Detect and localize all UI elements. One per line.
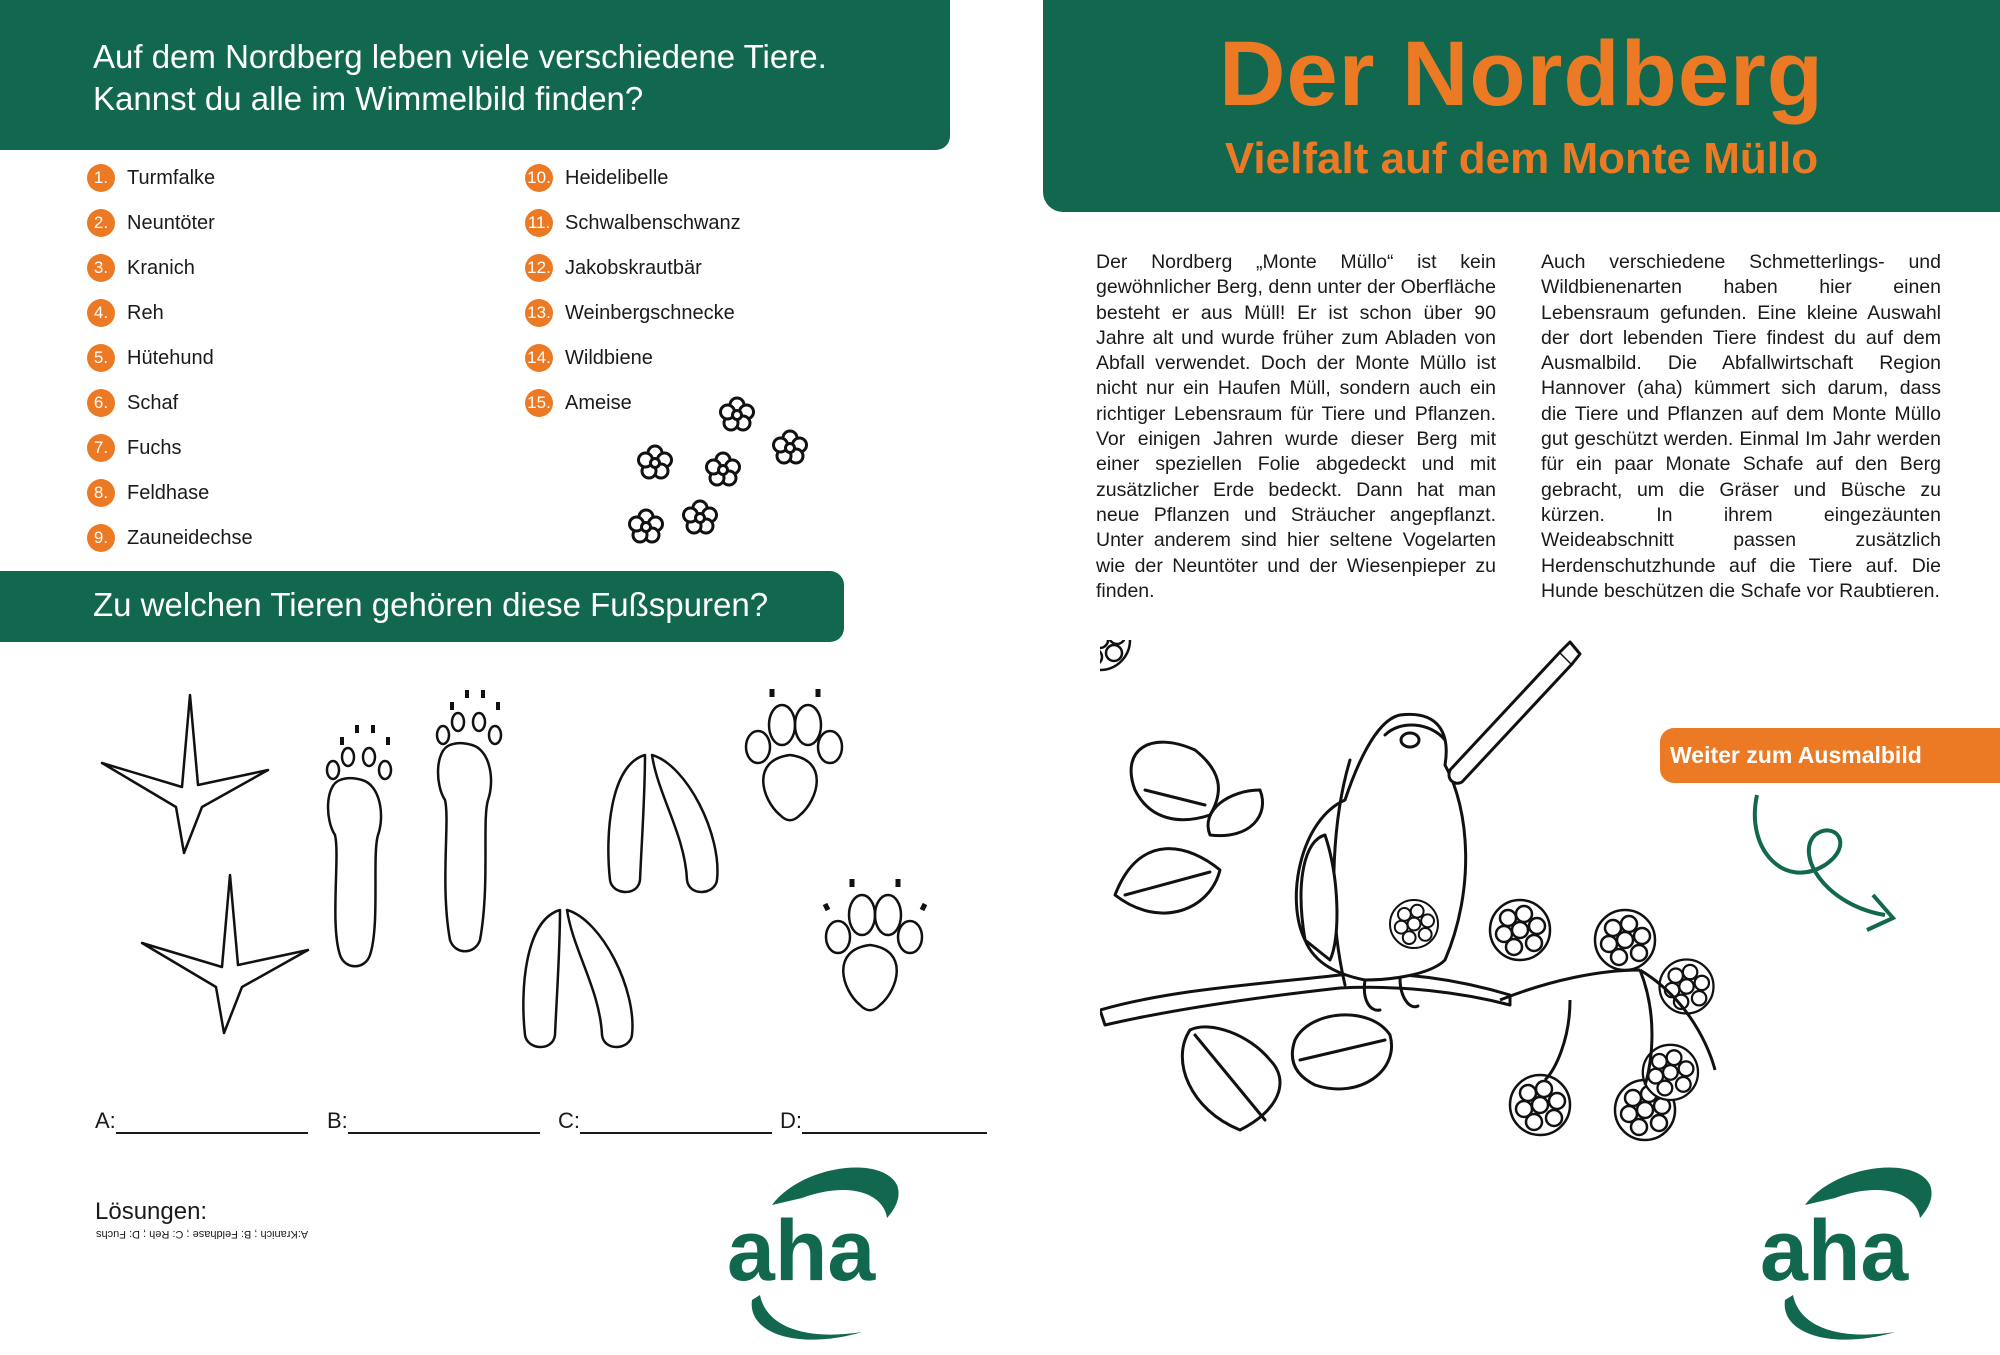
list-number: 13. [525,299,553,327]
list-label: Schaf [127,391,179,414]
list-label: Reh [127,301,164,324]
bird-coloring-illustration [1100,640,1760,1170]
list-label: Wildbiene [565,346,653,369]
answer-c-line[interactable] [580,1110,772,1134]
list-label: Schwalbenschwanz [565,211,741,234]
list-label: Kranich [127,256,195,279]
list-number: 3. [87,254,115,282]
aha-logo-swoosh-icon [712,1150,912,1350]
flower-cluster-illustration [615,385,835,555]
swirl-arrow-icon[interactable] [1745,790,1905,940]
answer-c-label: C: [558,1108,580,1133]
body-text-col1: Der Nordberg „Monte Müllo“ ist kein gewöhnlicher Berg, denn unter der Oberfläche besteht er aus Müll! Er ist schon über 90 Jahre alt und wurde früher zum Abladen von Abfall verwendet. Doch der Monte Müllo ist nicht nur ein Haufen Müll, sondern auch ein richtiger Lebensraum für Tiere und Pflanzen. Vor einigen Jahren wurde dieser Berg mit einer speziellen Folie abgedeckt und mit zusätzlicher Erde bedeckt. Dann hat man neue Pflanzen und Sträucher angepflanzt. Unter anderem sind hier seltene Vogelarten wie der Neuntöter und der Wiesenpieper zu finden. [1096,251,1496,602]
list-number: 1. [87,164,115,192]
list-item [87,253,195,283]
answer-b-line[interactable] [348,1110,540,1134]
list-number: 15. [525,389,553,417]
list-item [87,433,181,463]
aha-logo-right-text: aha [1760,1203,1909,1299]
list-label: Zauneidechse [127,526,253,549]
list-item [87,388,178,418]
next-coloring-page-button[interactable]: Weiter zum Ausmalbild [1660,728,2000,783]
list-label: Jakobskrautbär [565,256,702,279]
aha-logo-right-swoosh-icon [1745,1150,1945,1350]
list-number: 10. [525,164,553,192]
list-item [525,298,735,328]
list-label: Weinbergschnecke [565,301,735,324]
body-text-col2: Auch verschiedene Schmetterlings- und Wildbienenarten haben hier einen Lebensraum gefunden. Eine kleine Auswahl der dort lebenden Tiere findest du auf dem Ausmalbild. Die Abfallwirtschaft Region Hannover (aha) kümmert sich darum, dass die Tiere und Pflanzen auf dem Monte Müllo gut geschützt werden. Einmal Im Jahr werden für ein paar Monate Schafe auf den Berg gebracht, um die Gräser und Büsche zu kürzen. In ihrem eingezäunten Weideabschnitt passen zusätzlich Herdenschutzhunde auf die Tiere auf. Die Hunde beschützen die Schafe vor Raubtieren. [1541,251,1941,602]
solutions-heading: Lösungen: [95,1198,208,1225]
intro-line-1: Auf dem Nordberg leben viele verschiedene Tiere. [93,38,827,75]
answer-a-line[interactable] [116,1110,308,1134]
aha-logo-right [1745,1150,1945,1350]
aha-logo-text: aha [727,1203,876,1299]
list-number: 14. [525,344,553,372]
tracks-banner [0,571,844,642]
list-item [525,208,741,238]
title-banner [1043,0,2000,212]
list-label: Fuchs [127,436,182,459]
list-item [525,163,668,193]
answer-a-label: A: [95,1108,116,1133]
list-item [525,253,702,283]
list-label: Turmfalke [127,166,216,189]
intro-banner [0,0,950,150]
page-subtitle: Vielfalt auf dem Monte Müllo [1224,134,1819,183]
list-number: 5. [87,344,115,372]
list-label: Hütehund [127,346,214,369]
page-title: Der Nordberg [1219,23,1824,125]
solutions-text: A:Kranich ; B: Feldhase ; C: Reh ; D: Fuchs [96,1228,309,1240]
answer-d-line[interactable] [802,1110,987,1134]
list-item [87,163,215,193]
footprints-illustration [90,685,960,1065]
list-item [525,343,653,373]
list-label: Ameise [565,391,632,414]
list-item [87,208,215,238]
list-number: 9. [87,524,115,552]
list-number: 8. [87,479,115,507]
list-number: 12. [525,254,553,282]
list-number: 11. [525,209,553,237]
list-item [87,478,209,508]
answer-c[interactable] [558,1108,772,1134]
list-number: 7. [87,434,115,462]
answer-a[interactable] [95,1108,308,1134]
answer-b-label: B: [327,1108,348,1133]
list-number: 6. [87,389,115,417]
aha-logo [712,1150,912,1350]
list-label: Neuntöter [127,211,215,234]
answer-b[interactable] [327,1108,540,1134]
tracks-question: Zu welchen Tieren gehören diese Fußspuren? [93,586,769,623]
answer-d-label: D: [780,1108,802,1133]
list-item [87,523,253,553]
list-number: 2. [87,209,115,237]
list-item [87,298,164,328]
list-label: Heidelibelle [565,166,669,189]
list-number: 4. [87,299,115,327]
list-item [87,343,214,373]
answer-d[interactable] [780,1108,987,1134]
intro-line-2: Kannst du alle im Wimmelbild finden? [93,80,644,117]
list-label: Feldhase [127,481,210,504]
